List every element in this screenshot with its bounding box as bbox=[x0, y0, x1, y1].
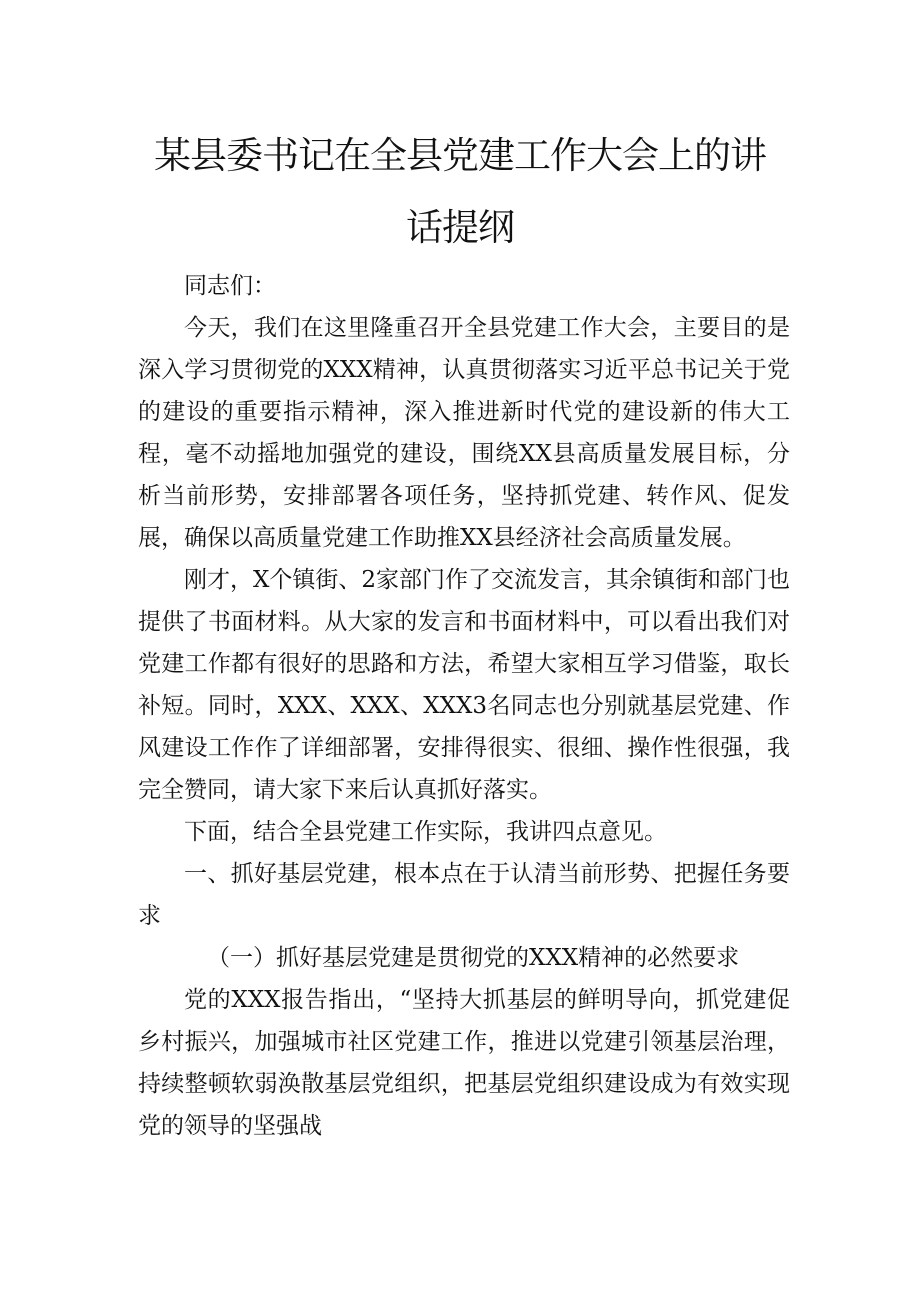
document-title-line-1: 某县委书记在全县党建工作大会上的讲 bbox=[154, 134, 766, 177]
paragraph-intro: 今天，我们在这里隆重召开全县党建工作大会，主要目的是深入学习贯彻党的XXX精神，认真贯彻落实习近平总书记关于党的建设的重要指示精神，深入推进新时代党的建设新的伟大工程，毫不动摇地加强党的建设，围绕XX县高质量发展目标，分析当前形势，安排部署各项任务，坚持抓党建、转作风、促发展，确保以高质量党建工作助推XX县经济社会高质量发展。 bbox=[138, 315, 790, 551]
document-title-line-2: 话提纲 bbox=[406, 206, 514, 249]
paragraph-transition: 下面，结合全县党建工作实际，我讲四点意见。 bbox=[184, 819, 667, 845]
paragraph-review: 刚才，X个镇街、2家部门作了交流发言，其余镇街和部门也提供了书面材料。从大家的发言和书面材料中，可以看出我们对党建工作都有很好的思路和方法，希望大家相互学习借鉴，取长补短。同时，XXX、XXX、XXX3名同志也分别就基层党建、作风建设工作作了详细部署，安排得很实、很细、操作性很强，我完全赞同，请大家下来后认真抓好落实。 bbox=[138, 567, 791, 803]
subsection-heading-1: （一）抓好基层党建是贯彻党的XXX精神的必然要求 bbox=[207, 945, 740, 971]
paragraph-quote: 党的XXX报告指出，“坚持大抓基层的鲜明导向，抓党建促乡村振兴，加强城市社区党建工作，推进以党建引领基层治理，持续整顿软弱涣散基层党组织，把基层党组织建设成为有效实现党的领导的坚强战 bbox=[138, 987, 790, 1139]
salutation: 同志们： bbox=[184, 273, 276, 299]
document-body bbox=[138, 265, 790, 1147]
section-heading-1: 一、抓好基层党建，根本点在于认清当前形势、把握任务要求 bbox=[138, 861, 790, 929]
